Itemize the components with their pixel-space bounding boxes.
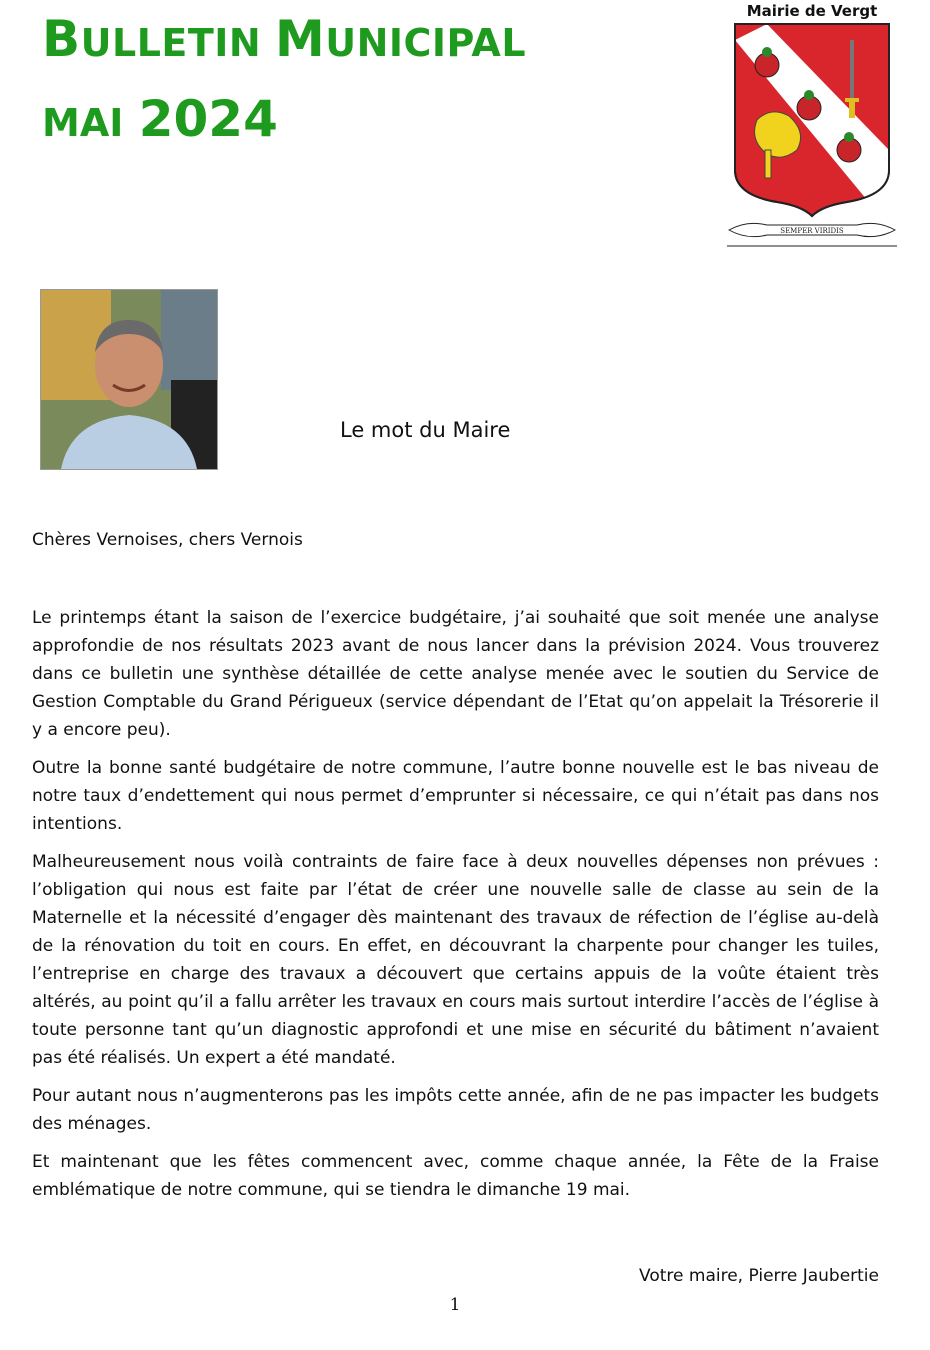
paragraph: Le printemps étant la saison de l’exercice budgétaire, j’ai souhaité que soit menée une analyse approfondie de nos résultats 2023 avant de nous lancer dans la prévision 2024. Vous trouverez dans ce bulletin une synthèse détaillée de cette analyse menée avec le soutien du Service de Gestion Comptable du Grand Périgueux (service dépendant de l’Etat qu’on appelait la Trésorerie il y a encore peu). — [32, 608, 879, 740]
title-word-municipal: UNICIPAL — [325, 21, 527, 65]
title-initial-b: B — [42, 10, 81, 68]
signature: Votre maire, Pierre Jaubertie — [639, 1266, 879, 1286]
title-line-2 — [42, 90, 526, 148]
title-line-1 — [42, 10, 527, 70]
bulletin-title — [42, 10, 527, 148]
paragraph: Malheureusement nous voilà contraints de faire face à deux nouvelles dépenses non prévues : l’obligation qui nous est faite par l’état de créer une nouvelle salle de classe au sein de la Maternelle et la nécessité d’engager dès maintenant des travaux de réfection de l’église au-delà de la rénovation du toit en cours. En effet, en découvrant la charpente pour changer les tuiles, l’entreprise en charge des travaux a découvert que certains appuis de la voûte étaient très altérés, au point qu’il a fallu arrêter les travaux en cours mais surtout interdire l’accès de l’église à toute personne tant qu’un diagnostic approfondi et une mise en sécurité du bâtiment n’avaient pas été réalisés. Un expert a été mandaté. — [32, 852, 879, 1068]
crest-label: Mairie de Vergt — [746, 2, 878, 20]
paragraph: Outre la bonne santé budgétaire de notre commune, l’autre bonne nouvelle est le bas niveau de notre taux d’endettement qui nous permet d’emprunter si nécessaire, ce qui n’était pas dans nos intentions. — [32, 758, 879, 834]
title-month: MAI — [42, 101, 124, 145]
town-crest — [727, 0, 897, 252]
page-number: 1 — [449, 1295, 461, 1315]
coat-of-arms-icon — [727, 20, 897, 250]
mayor-photo-icon — [41, 290, 217, 469]
paragraph: Pour autant nous n’augmenterons pas les impôts cette année, afin de ne pas impacter les budgets des ménages. — [32, 1086, 879, 1134]
paragraph: Et maintenant que les fêtes commencent avec, comme chaque année, la Fête de la Fraise emblématique de notre commune, qui se tiendra le dimanche 19 mai. — [32, 1152, 879, 1200]
crest-motto: SEMPER VIRIDIS — [780, 227, 844, 235]
mayor-portrait — [40, 289, 218, 470]
title-year: 2024 — [138, 90, 278, 148]
letter-body — [32, 604, 879, 1214]
title-initial-m: M — [274, 10, 326, 68]
greeting: Chères Vernoises, chers Vernois — [32, 530, 303, 550]
title-word-bulletin: ULLETIN — [80, 21, 275, 65]
section-title: Le mot du Maire — [340, 418, 511, 442]
